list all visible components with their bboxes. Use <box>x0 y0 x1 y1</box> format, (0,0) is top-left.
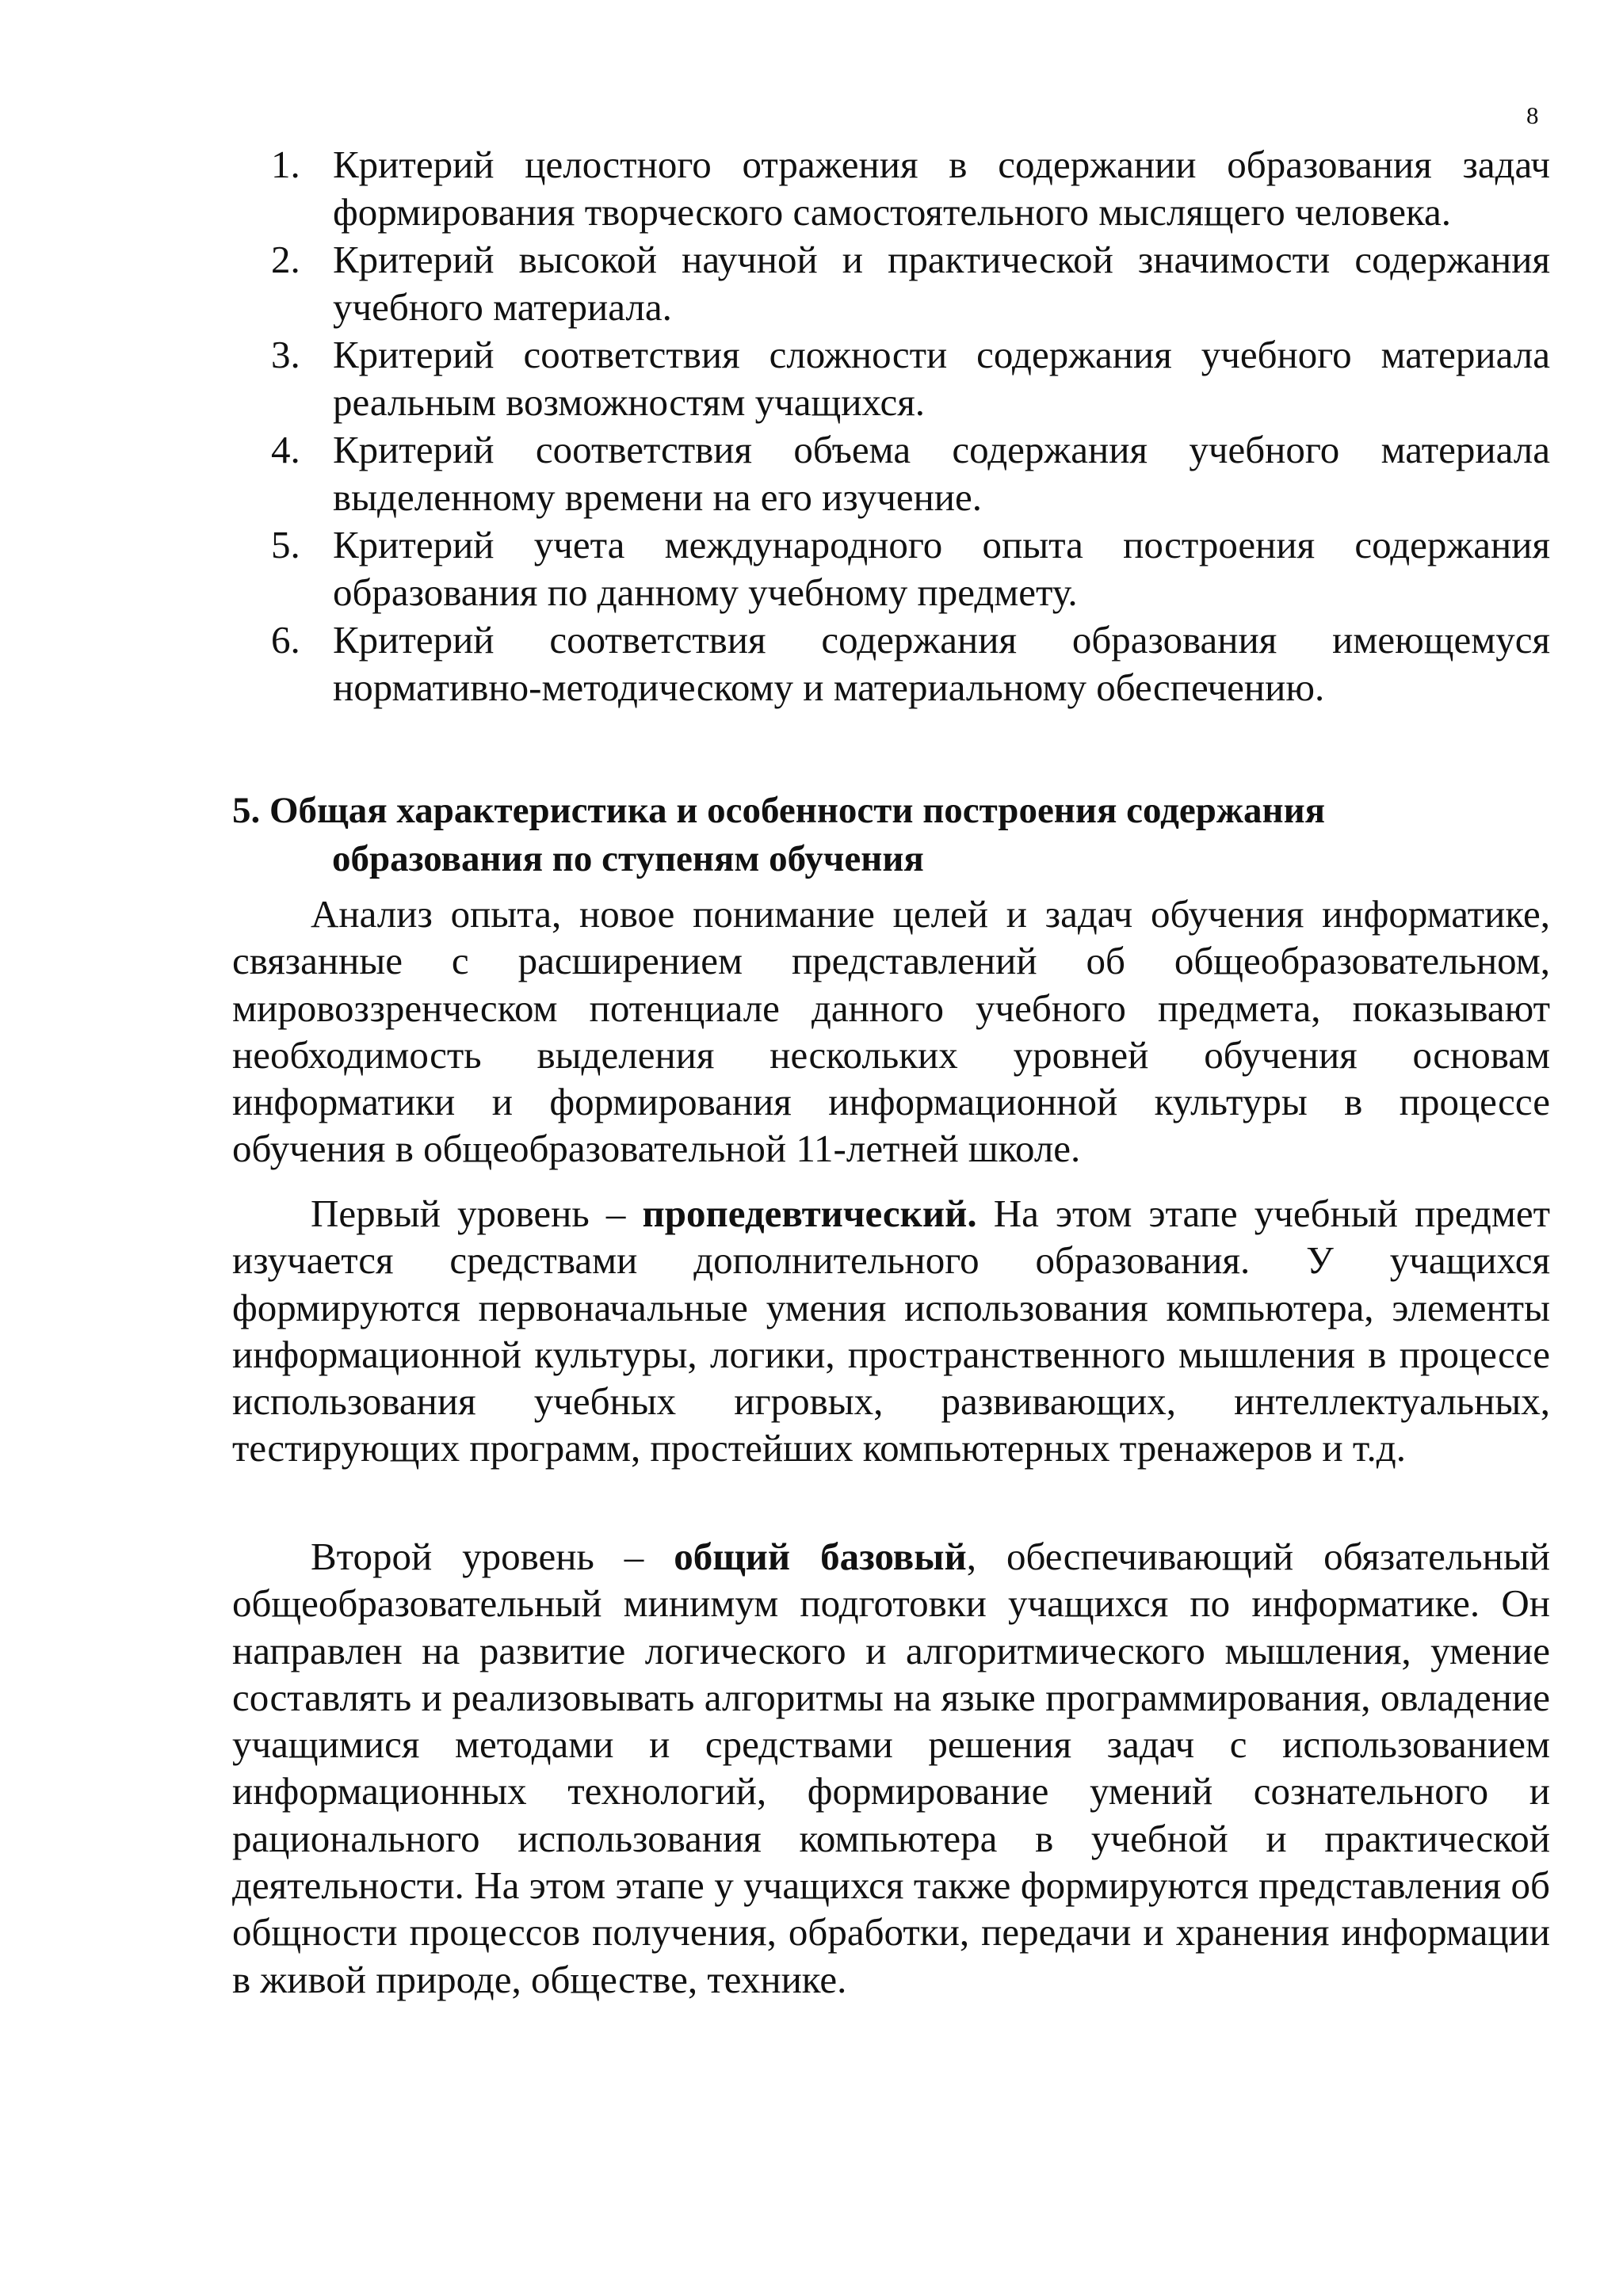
section-heading-line: образования по ступеням обучения <box>332 838 924 879</box>
list-item-number: 4. <box>271 428 300 471</box>
list-item <box>271 616 1550 711</box>
list-item-number: 6. <box>271 618 300 662</box>
section-heading <box>232 787 1550 883</box>
list-item-number: 3. <box>271 333 300 376</box>
list-item <box>271 236 1550 331</box>
criteria-list <box>271 141 1550 711</box>
paragraph-second-level <box>232 1533 1550 2003</box>
list-item-number: 2. <box>271 238 300 281</box>
page-number: 8 <box>1526 101 1539 129</box>
paragraph-analysis: Анализ опыта, новое понимание целей и задач обучения информатике, связанные с расширением представлений об общеобразовательном, мировоззренческом потенциале данного учебного предмета, показывают необходимость выделения нескольких уровней обучения основам информатики и формирования информационной культуры в процессе обучения в общеобразовательной 11-летней школе. <box>232 892 1550 1171</box>
list-item-text: Критерий соответствия сложности содержания учебного материала реальным возможностям учащихся. <box>333 333 1550 424</box>
section-heading-line: 5. Общая характеристика и особенности построения содержания <box>232 790 1326 831</box>
paragraph-first-level <box>232 1190 1550 1472</box>
list-item-text: Критерий высокой научной и практической значимости содержания учебного материала. <box>333 238 1550 329</box>
list-item-number: 1. <box>271 143 300 186</box>
paragraph-lead: Первый уровень – <box>311 1192 643 1235</box>
list-item <box>271 141 1550 236</box>
list-item-text: Критерий учета международного опыта построения содержания образования по данному учебному предмету. <box>333 523 1550 614</box>
paragraph-body: , обеспечивающий обязательный общеобразовательный минимум подготовки учащихся по информатике. Он направлен на развитие логического и алгоритмического мышления, умение составлять и реализовывать алгоритмы на языке программирования, овладение учащимися методами и средствами решения задач с использованием информационных технологий, формирование умений сознательного и рационального использования компьютера в учебной и практической деятельности. На этом этапе у учащихся также формируются представления об общности процессов получения, обработки, передачи и хранения информации в живой природе, обществе, технике. <box>232 1535 1550 2001</box>
level-term-bold: пропедевтический. <box>642 1192 977 1235</box>
list-item-text: Критерий целостного отражения в содержании образования задач формирования творческого самостоятельного мыслящего человека. <box>333 143 1550 234</box>
list-item <box>271 426 1550 521</box>
list-item-number: 5. <box>271 523 300 566</box>
level-term-bold: общий базовый <box>674 1535 967 1578</box>
list-item-text: Критерий соответствия содержания образования имеющемуся нормативно-методическому и материальному обеспечению. <box>333 618 1550 709</box>
list-item-text: Критерий соответствия объема содержания учебного материала выделенному времени на его изучение. <box>333 428 1550 519</box>
paragraph-body: На этом этапе учебный предмет изучается средствами дополнительного образования. У учащихся формируются первоначальные умения использования компьютера, элементы информационной культуры, логики, пространственного мышления в процессе использования учебных игровых, развивающих, интеллектуальных, тестирующих программ, простейших компьютерных тренажеров и т.д. <box>232 1192 1550 1470</box>
list-item <box>271 521 1550 616</box>
paragraph-lead: Второй уровень – <box>311 1535 674 1578</box>
list-item <box>271 331 1550 426</box>
